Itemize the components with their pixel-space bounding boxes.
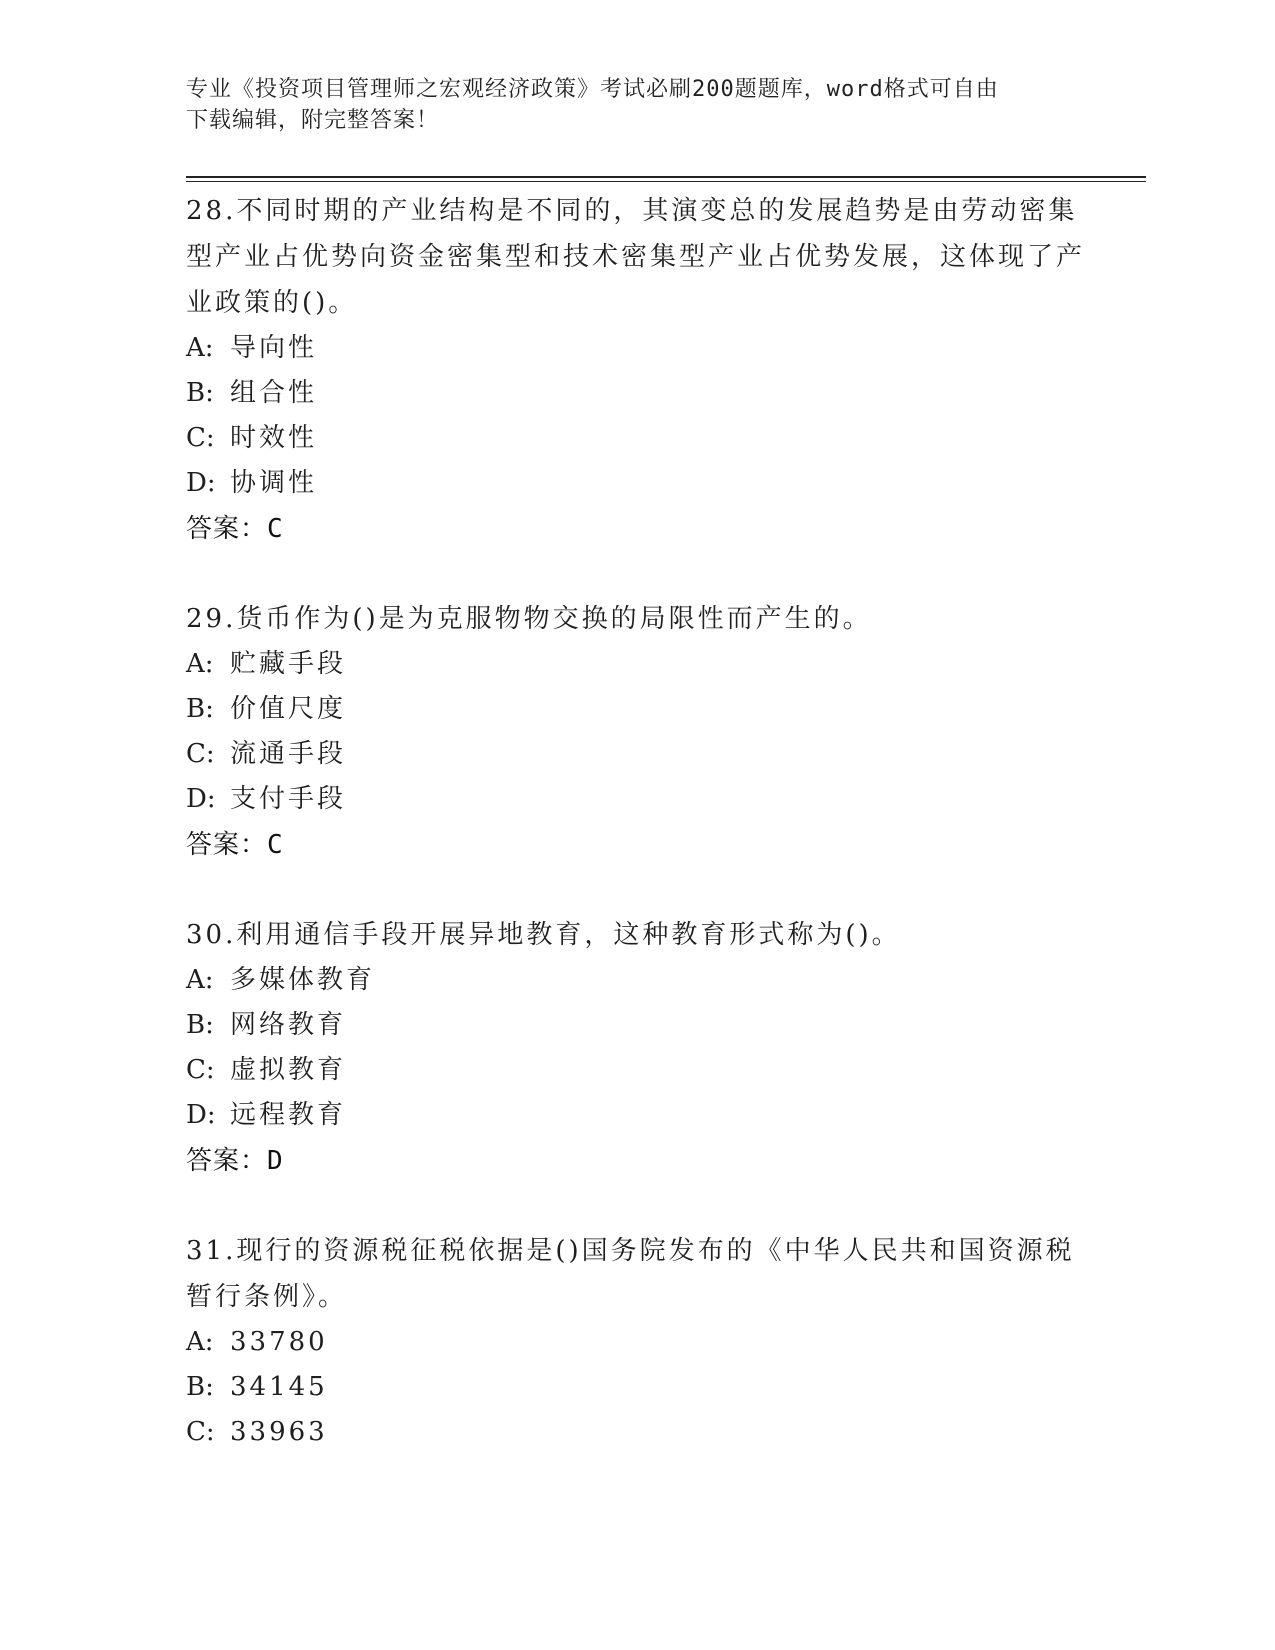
header-divider-thin	[186, 181, 1146, 182]
option-label: B:	[186, 1372, 214, 1402]
option-label: D:	[186, 1100, 216, 1130]
option-text: 价值尺度	[230, 694, 347, 724]
document-header	[186, 74, 1086, 136]
option-text: 组合性	[230, 378, 318, 408]
option-text: 导向性	[230, 333, 318, 363]
header-line-1: 专业《投资项目管理师之宏观经济政策》考试必刷200题题库，word格式可自由	[186, 77, 999, 102]
option-a	[186, 326, 1086, 371]
header-divider-thick	[186, 176, 1146, 178]
question-31	[186, 1228, 1086, 1455]
option-c	[186, 1410, 1086, 1455]
option-text: 33780	[230, 1327, 328, 1357]
option-label: D:	[186, 468, 216, 498]
option-label: C:	[186, 739, 215, 769]
option-text: 时效性	[230, 423, 318, 453]
option-a	[186, 1320, 1086, 1365]
option-text: 虚拟教育	[230, 1055, 347, 1085]
option-text: 网络教育	[230, 1010, 347, 1040]
answer-line: 答案：C	[186, 830, 284, 860]
option-label: C:	[186, 1055, 215, 1085]
option-label: B:	[186, 1010, 214, 1040]
question-text: 30.利用通信手段开展异地教育，这种教育形式称为()。	[186, 920, 901, 950]
option-label: A:	[186, 333, 214, 363]
question-text: 31.现行的资源税征税依据是()国务院发布的《中华人民共和国资源税暂行条例》。	[186, 1236, 1075, 1312]
option-text: 流通手段	[230, 739, 347, 769]
option-label: C:	[186, 423, 215, 453]
option-label: A:	[186, 965, 214, 995]
option-text: 多媒体教育	[230, 965, 376, 995]
question-28	[186, 188, 1086, 552]
question-30	[186, 912, 1086, 1184]
question-text: 28.不同时期的产业结构是不同的，其演变总的发展趋势是由劳动密集型产业占优势向资金密集型和技术密集型产业占优势发展，这体现了产业政策的()。	[186, 196, 1086, 318]
answer-line: 答案：C	[186, 514, 284, 544]
option-d	[186, 461, 1086, 506]
option-label: B:	[186, 378, 214, 408]
option-label: D:	[186, 784, 216, 814]
option-b	[186, 1003, 1086, 1048]
option-a	[186, 958, 1086, 1003]
option-c	[186, 416, 1086, 461]
option-b	[186, 1365, 1086, 1410]
option-label: B:	[186, 694, 214, 724]
option-d	[186, 777, 1086, 822]
option-label: A:	[186, 649, 214, 679]
option-b	[186, 687, 1086, 732]
option-text: 支付手段	[230, 784, 347, 814]
question-text: 29.货币作为()是为克服物物交换的局限性而产生的。	[186, 604, 872, 634]
option-b	[186, 371, 1086, 416]
option-c	[186, 732, 1086, 777]
option-text: 34145	[230, 1372, 328, 1402]
answer-line: 答案：D	[186, 1146, 284, 1176]
option-d	[186, 1093, 1086, 1138]
option-text: 协调性	[230, 468, 318, 498]
option-label: C:	[186, 1417, 215, 1447]
option-text: 33963	[230, 1417, 328, 1447]
option-c	[186, 1048, 1086, 1093]
option-a	[186, 642, 1086, 687]
question-29	[186, 596, 1086, 868]
option-text: 贮藏手段	[230, 649, 347, 679]
option-text: 远程教育	[230, 1100, 347, 1130]
option-label: A:	[186, 1327, 214, 1357]
header-line-2: 下载编辑，附完整答案！	[186, 108, 440, 133]
question-list	[186, 188, 1086, 1499]
